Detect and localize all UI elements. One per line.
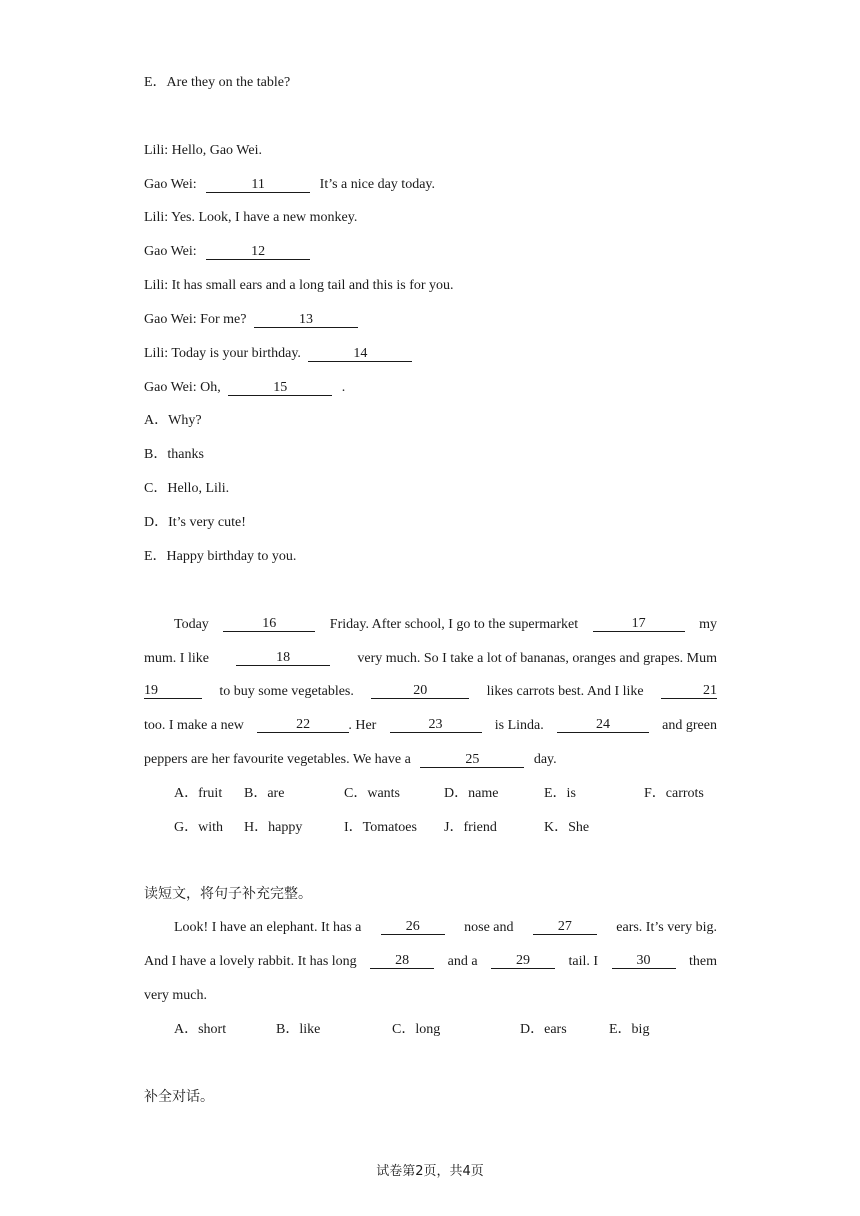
text: . Her [348, 718, 377, 733]
section3-line-3: very much. [144, 988, 207, 1003]
line-text: Yes. Look, I have a new monkey. [171, 210, 358, 225]
answer-blank-30[interactable]: 30 [612, 953, 676, 969]
text: Friday. After school, I go to the supermarket [329, 617, 579, 632]
answer-blank-15[interactable]: 15 [228, 380, 332, 396]
line-text: It has small ears and a long tail and this is for you. [171, 278, 454, 293]
option-i-tomatoes: I．Tomatoes [344, 820, 417, 835]
dialogue-line-1 [144, 142, 262, 160]
option-f-carrots: F．carrots [644, 786, 704, 801]
passage2-line-2 [144, 650, 717, 668]
passage2-line-5 [144, 751, 557, 769]
answer-blank-11[interactable]: 11 [206, 177, 310, 193]
option-b-like: B．like [276, 1022, 321, 1037]
answer-blank-14[interactable]: 14 [308, 346, 412, 362]
answer-blank-17[interactable]: 17 [593, 616, 685, 632]
line-text: It’s a nice day today. [319, 177, 436, 192]
text: tail. I [568, 954, 599, 969]
dialogue-line-8 [144, 379, 345, 397]
speaker: Lili: [144, 346, 169, 361]
line-text: . [341, 380, 346, 395]
option-e-big: E．big [609, 1022, 650, 1037]
answer-blank-20[interactable]: 20 [371, 683, 469, 699]
text: too. I make a new [144, 718, 244, 733]
text: them [688, 954, 717, 969]
dialogue-option-c: C．Hello, Lili. [144, 481, 230, 496]
answer-blank-27[interactable]: 27 [533, 919, 597, 935]
dialogue-line-4 [144, 243, 310, 261]
dialogue-line-6 [144, 311, 358, 329]
option-c-long: C．long [392, 1022, 441, 1037]
answer-blank-25[interactable]: 25 [420, 752, 524, 768]
answer-blank-18[interactable]: 18 [236, 650, 330, 666]
text: likes carrots best. And I like [486, 684, 644, 699]
line-text: Oh, [200, 380, 221, 395]
dialogue-option-e: E．Happy birthday to you. [144, 549, 297, 564]
line-text: Hello, Gao Wei. [171, 143, 262, 158]
answer-blank-13[interactable]: 13 [254, 312, 358, 328]
speaker: Gao Wei: [144, 177, 197, 192]
option-b-are: B．are [244, 786, 285, 801]
line-text: Today is your birthday. [171, 346, 301, 361]
text: nose and [464, 920, 514, 935]
speaker: Gao Wei: [144, 312, 197, 327]
option-e-prev: E．Are they on the table? [144, 75, 291, 90]
answer-blank-28[interactable]: 28 [370, 953, 434, 969]
text: and a [447, 954, 478, 969]
passage2-line-4 [144, 717, 717, 735]
dialogue-line-5 [144, 277, 454, 295]
text: Look! I have an elephant. It has a [174, 920, 362, 935]
answer-blank-29[interactable]: 29 [491, 953, 555, 969]
line-text: For me? [200, 312, 247, 327]
speaker: Gao Wei: [144, 244, 197, 259]
option-a-short: A．short [174, 1022, 227, 1037]
answer-blank-19[interactable]: 19 [144, 683, 202, 699]
text: ears. It’s very big. [616, 920, 717, 935]
speaker: Lili: [144, 143, 169, 158]
option-j-friend: J．friend [444, 820, 497, 835]
text: mum. I like [144, 651, 209, 666]
text: to buy some vegetables. [219, 684, 354, 699]
text: my [699, 617, 717, 632]
text: is Linda. [494, 718, 544, 733]
page-footer: 试卷第2页，共4页 [376, 1164, 484, 1179]
dialogue-option-d: D．It’s very cute! [144, 515, 246, 530]
option-g-with: G．with [174, 820, 223, 835]
speaker: Lili: [144, 210, 169, 225]
speaker: Gao Wei: [144, 380, 197, 395]
dialogue-line-2 [144, 176, 435, 194]
answer-blank-12[interactable]: 12 [206, 244, 310, 260]
answer-blank-21[interactable]: 21 [661, 683, 717, 699]
dialogue-option-a: A．Why? [144, 413, 202, 428]
answer-blank-22[interactable]: 22 [257, 717, 349, 733]
section3-line-1 [144, 919, 717, 937]
text: and green [662, 718, 717, 733]
section4-instruction: 补全对话。 [144, 1089, 214, 1105]
option-a-fruit: A．fruit [174, 786, 223, 801]
option-e-is: E．is [544, 786, 576, 801]
section3-instruction: 读短文，将句子补充完整。 [144, 886, 312, 902]
text: Today [174, 617, 209, 632]
passage2-line-1 [144, 616, 717, 634]
dialogue-line-3 [144, 209, 357, 227]
dialogue-option-b: B．thanks [144, 447, 204, 462]
answer-blank-23[interactable]: 23 [390, 717, 482, 733]
option-d-ears: D．ears [520, 1022, 567, 1037]
text: And I have a lovely rabbit. It has long [144, 954, 357, 969]
answer-blank-26[interactable]: 26 [381, 919, 445, 935]
text: day. [533, 752, 557, 767]
dialogue-line-7 [144, 345, 412, 363]
passage2-line-3 [144, 683, 717, 701]
answer-blank-16[interactable]: 16 [223, 616, 315, 632]
speaker: Lili: [144, 278, 169, 293]
option-k-she: K．She [544, 820, 590, 835]
answer-blank-24[interactable]: 24 [557, 717, 649, 733]
option-d-name: D．name [444, 786, 499, 801]
section3-line-2 [144, 953, 717, 971]
option-c-wants: C．wants [344, 786, 400, 801]
option-h-happy: H．happy [244, 820, 303, 835]
text: very much. So I take a lot of bananas, oranges and grapes. Mum [357, 651, 717, 666]
text: peppers are her favourite vegetables. We have a [144, 752, 411, 767]
